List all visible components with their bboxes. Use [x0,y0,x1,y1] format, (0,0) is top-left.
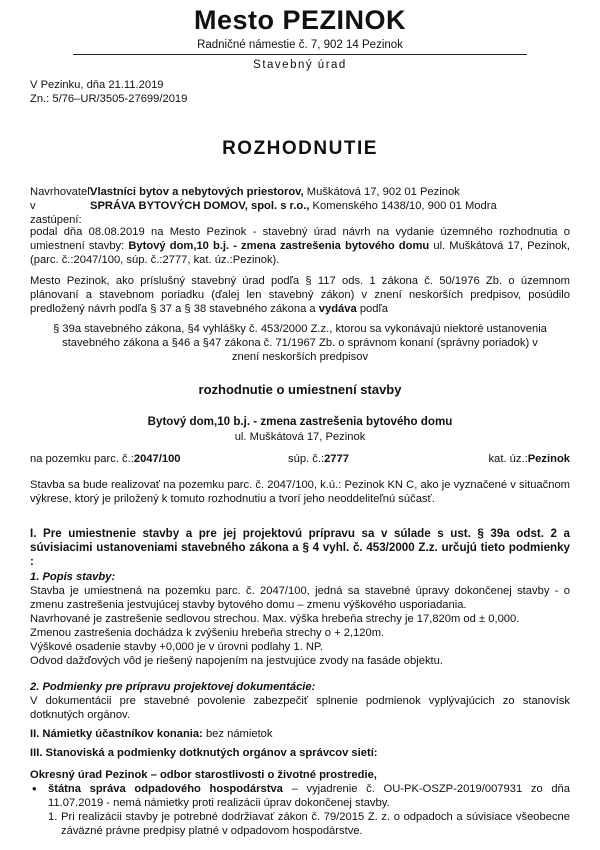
authority-paragraph [30,274,570,316]
numbered-item [30,810,570,838]
issue-date: V Pezinku, dňa 21.11.2019 [30,79,164,91]
parcel-row [30,452,570,466]
agent-address: Komenského 1438/10, 900 01 Modra [309,200,497,212]
reference-number: Zn.: 5/76–UR/3505-27699/2019 [30,93,188,105]
bullet-title: štátna správa odpadového hospodárstva [48,783,283,795]
sup-label: súp. č.: [288,453,325,465]
bullet-icon: • [32,781,37,796]
city-address: Radničné námestie č. 7, 902 14 Pezinok [197,39,403,51]
section1-desc1: Stavba je umiestnená na pozemku parc. č. 2047/100, jedná sa stavebné úpravy dokončenej stavby - o zmenu zastrešenia jestvujúcej stavby bytového domu – zmenu výškového usporiadania. [30,585,570,611]
para1-location: ul. Muškátová 17, Pezinok, (parc. č.:2047/100, súp. č.:2777, kat. úz.:Pezinok). [30,240,570,266]
section1-sub2: 2. Podmienky pre prípravu projektovej dokumentácie: [30,681,316,693]
header-rule [73,54,527,55]
section3-heading: III. Stanoviská a podmienky dotknutých orgánov a správcov sietí: [30,747,378,759]
city-title: Mesto PEZINOK [193,5,407,35]
para1-text: podal dňa 08.08.2019 na Mesto Pezinok - stavebný úrad návrh na vydanie územného rozhodnutia o umiestnení stavby: [30,226,570,252]
applicant-label: Navrhovateľ: [30,186,94,198]
section2-heading: II. Námietky účastníkov konania: [30,728,203,740]
section1-sub1: 1. Popis stavby: [30,571,116,583]
building-street: ul. Muškátová 17, Pezinok [234,431,366,443]
sup-number: 2777 [324,453,349,465]
agent-row [30,199,570,227]
section1-desc5: Odvod dažďových vôd je riešený napojením na jestvujúce zvody na fasáde objektu. [30,655,443,667]
kat-value: Pezinok [527,453,570,465]
document-title: ROZHODNUTIE [222,138,378,159]
location-paragraph: Stavba sa bude realizovať na pozemku parc. č. 2047/100, k.ú.: Pezinok KN C, ako je vyznačené v situačnom výkrese, ktorý je priložený k tomuto rozhodnutiu a tvorí jeho neoddeliteľnú súčasť. [30,479,570,505]
agent-label: v zastúpení: [30,200,82,226]
item-text: Pri realizácii stavby je potrebné dodržiavať zákon č. 79/2015 Z. z. o odpadoch a súvisiace všeobecne záväzné právne predpisy platné v odpadovom hospodárstve. [61,811,570,837]
authority-name: Okresný úrad Pezinok – odbor starostlivosti o životné prostredie, [30,769,377,781]
application-paragraph [30,225,570,267]
item-number: 1. [48,811,58,823]
section1-desc2: Navrhované je zastrešenie sedlovou strechou. Max. výška hrebeňa strechy je 17,820m od ± 0,000. [30,613,520,625]
section1-heading: I. Pre umiestnenie stavby a pre jej projektovú prípravu sa v súlade s ust. § 39a odst. 2 a súvisiacimi ustanoveniami stavebného zákona a § 4 vyhl. č. 453/2000 Z.z. určujú tieto podmienky : [30,527,570,568]
applicant-name: Vlastníci bytov a nebytových priestorov, [90,186,304,198]
bullet-item [30,782,570,810]
para2-issues: vydáva [318,303,357,315]
section1-desc3: Zmenou zastrešenia dochádza k zvýšeniu hrebeňa strechy o + 2,120m. [30,627,385,639]
parcel-number: 2047/100 [133,453,181,465]
applicant-address: Muškátová 17, 902 01 Pezinok [303,186,460,198]
decision-heading: rozhodnutie o umiestnení stavby [198,382,402,397]
section2-value: bez námietok [202,728,273,740]
agent-name: SPRÁVA BYTOVÝCH DOMOV, spol. s r.o., [90,200,310,212]
section1-desc6: V dokumentácii pre stavebné povolenie zabezpečiť splnenie podmienok vyplývajúcich zo stanovísk dotknutých orgánov. [30,695,570,721]
kat-label: kat. úz.: [488,453,528,465]
applicant-row [30,185,570,199]
bullet-text: – vyjadrenie č. OU-PK-OSZP-2019/007931 zo dňa 11.07.2019 - nemá námietky proti realizácii úprav dokončenej stavby. [48,783,570,809]
para1-building: Bytový dom,10 b.j. - zmena zastrešenia bytového domu [128,240,430,252]
office-name: Stavebný úrad [253,59,347,71]
parcel-label: na pozemku parc. č.: [30,453,134,465]
para2-text: Mesto Pezinok, ako príslušný stavebný úrad podľa § 117 ods. 1 zákona č. 50/1976 Zb. o územnom plánovaní a stavebnom poriadku (ďalej len stavebný zákon) v znení neskorších predpisov, posúdilo predložený návrh podľa § 37 a § 38 stavebného zákona a [30,275,570,315]
building-name: Bytový dom,10 b.j. - zmena zastrešenia bytového domu [147,415,453,428]
para2-end: podľa [356,303,388,315]
section2 [30,727,570,741]
section1-desc4: Výškové osadenie stavby +0,000 je v úrovni podlahy 1. NP. [30,641,324,653]
legal-basis: § 39a stavebného zákona, §4 vyhlášky č. 453/2000 Z.z., ktorou sa vykonávajú niektoré ustanovenia stavebného zákona a §46 a §47 zákona č. 71/1967 Zb. o správnom konaní (správny poriadok) v znení neskorších predpisov [53,323,547,363]
